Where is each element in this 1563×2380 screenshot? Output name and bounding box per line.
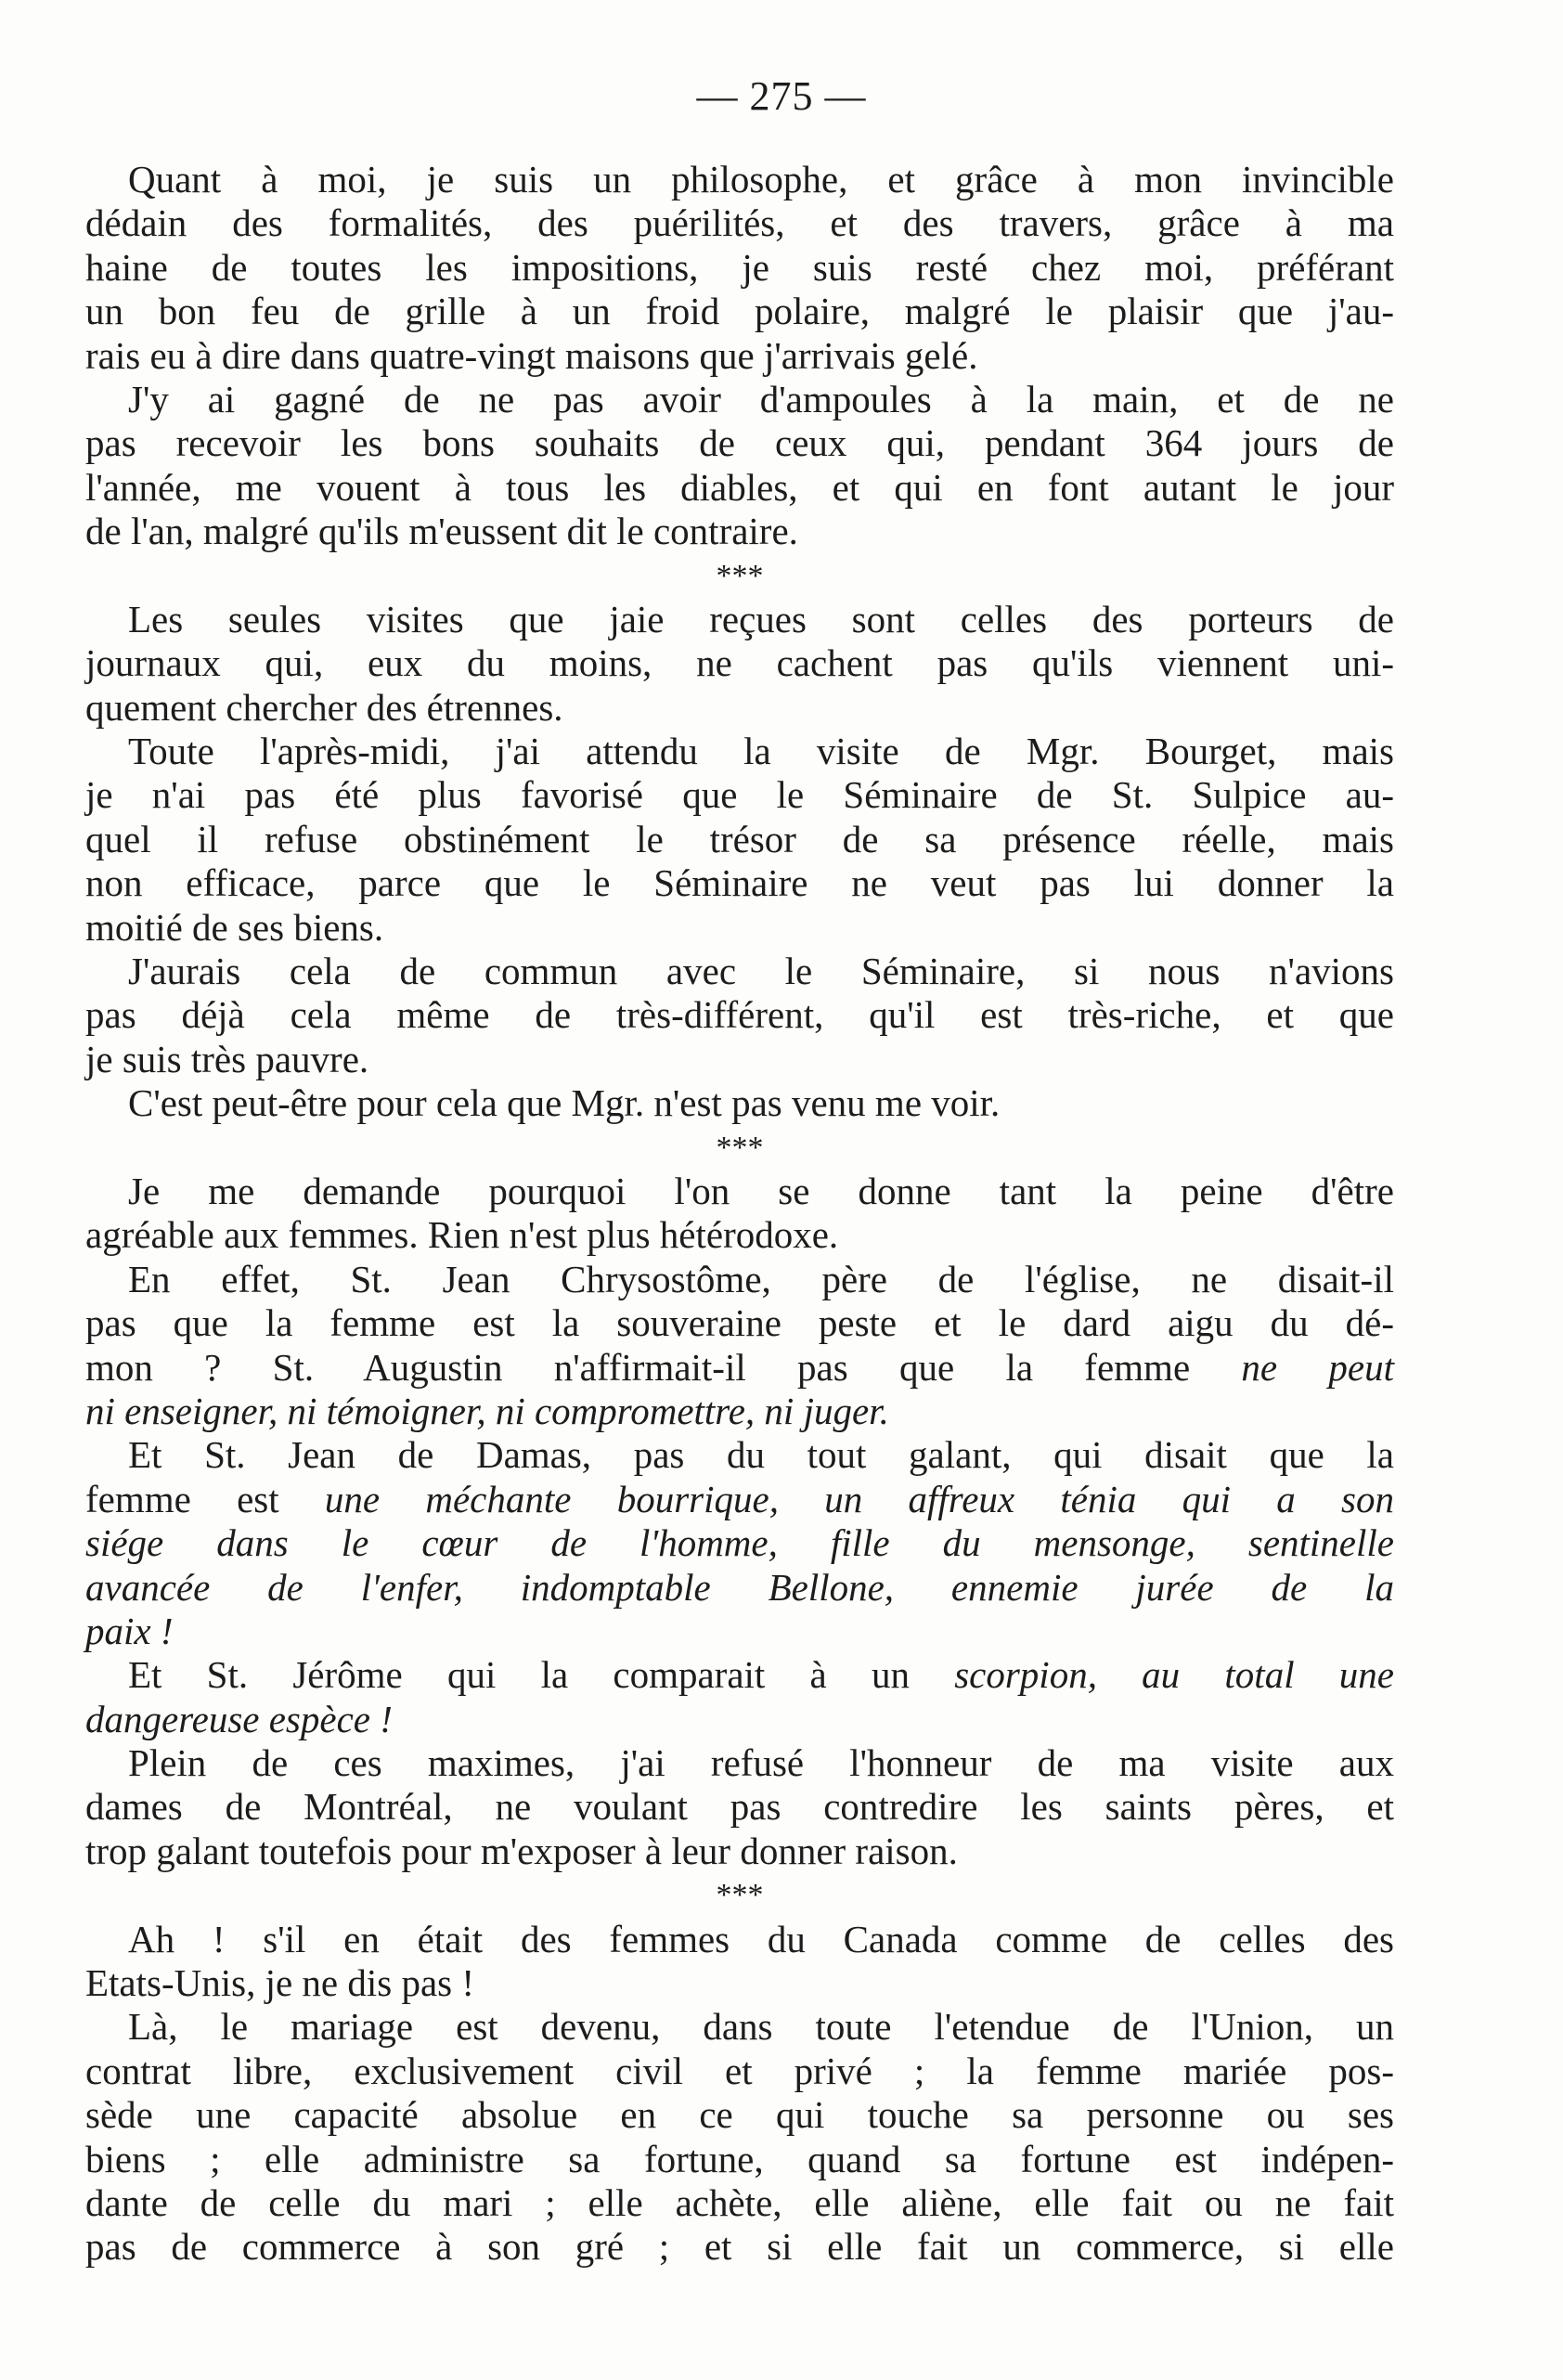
italic-text: dangereuse espèce ! [85,1697,393,1740]
line-text: sède une capacité absolue en ce qui touche sa personne ou ses [85,2093,1394,2137]
line-text: femme est [85,1477,325,1520]
text-line [85,1741,1394,1785]
line-text: je suis très pauvre. [85,1037,369,1080]
text-line [85,466,1394,510]
line-text: J'aurais cela de commun avec le Séminaire, si nous n'avions [128,950,1394,993]
text-line [85,2225,1394,2269]
line-text: C'est peut-être pour cela que Mgr. n'est pas venu me voir. [128,1081,1001,1125]
line-text: Et St. Jérôme qui la comparait à un [128,1653,955,1697]
line-text: non efficace, parce que le Séminaire ne veut pas lui donner la [85,861,1394,905]
text-line [85,1610,1394,1653]
text-line [85,421,1394,465]
line-text: l'année, me vouent à tous les diables, et qui en font autant le jour [85,465,1394,509]
text-line [85,2093,1394,2137]
text-line [85,1170,1394,1213]
line-text: Plein de ces maximes, j'ai refusé l'honneur de ma visite aux [128,1741,1394,1785]
text-line [85,861,1394,905]
text-line [85,1301,1394,1345]
text-line [85,1213,1394,1257]
text-line [85,378,1394,421]
text-line [85,950,1394,993]
line-text: En effet, St. Jean Chrysostôme, père de l'église, ne disait-il [128,1257,1394,1300]
line-text: dante de celle du mari ; elle achète, elle aliène, elle fait ou ne fait [85,2180,1394,2224]
text-line [85,773,1394,817]
text-line [85,290,1394,333]
text-line [85,1346,1394,1390]
text-line [85,510,1394,553]
section-separator: *** [716,1130,764,1165]
line-text: contrat libre, exclusivement civil et privé ; la femme mariée pos- [85,2049,1394,2092]
line-text: Les seules visites que jaie reçues sont celles des porteurs de [128,597,1394,640]
line-text: mon ? St. Augustin n'affirmait-il pas que la femme [85,1345,1242,1389]
text-line [85,2050,1394,2093]
text-line [85,906,1394,950]
line-text: de l'an, malgré qu'ils m'eussent dit le contraire. [85,510,798,553]
text-line [85,1433,1394,1477]
line-text: rais eu à dire dans quatre-vingt maisons que j'arrivais gelé. [85,333,978,377]
text-line [85,246,1394,290]
line-text: trop galant toutefois pour m'exposer à leur donner raison. [85,1829,958,1872]
text-line [85,1698,1394,1741]
text-line [85,1785,1394,1829]
italic-text: siége dans le cœur de l'homme, fille du mensonge, sentinelle [85,1521,1394,1565]
text-line [85,598,1394,641]
text-line [85,1258,1394,1301]
line-text: pas recevoir les bons souhaits de ceux qui, pendant 364 jours de [85,421,1394,465]
text-line [85,1918,1394,1961]
italic-text: paix ! [85,1609,174,1652]
line-text: moitié de ses biens. [85,905,384,949]
line-text: haine de toutes les impositions, je suis resté chez moi, préférant [85,245,1394,289]
text-line [85,818,1394,861]
text-line [85,158,1394,201]
italic-text: avancée de l'enfer, indomptable Bellone, ennemie jurée de la [85,1565,1394,1609]
line-text: quel il refuse obstinément le trésor de sa présence réelle, mais [85,817,1394,860]
line-text: Etats-Unis, je ne dis pas ! [85,1961,475,2005]
line-text: Quant à moi, je suis un philosophe, et grâce à mon invincible [128,158,1394,200]
line-text: je n'ai pas été plus favorisé que le Séminaire de St. Sulpice au- [85,773,1394,817]
line-text: Et St. Jean de Damas, pas du tout galant, qui disait que la [128,1433,1394,1477]
text-line [85,2181,1394,2225]
text-line [85,201,1394,245]
italic-text: scorpion, au total une [954,1653,1395,1697]
line-text: quement chercher des étrennes. [85,685,563,729]
line-text: dames de Montréal, ne voulant pas contredire les saints pères, et [85,1785,1394,1829]
page-number: — 275 — [696,73,867,119]
text-line [85,1830,1394,1873]
body-text [85,158,1394,2270]
text-line [85,1081,1394,1125]
line-text: journaux qui, eux du moins, ne cachent pas qu'ils viennent uni- [85,641,1394,685]
line-text: un bon feu de grille à un froid polaire, malgré le plaisir que j'au- [85,290,1394,333]
line-text: pas déjà cela même de très-différent, qu'il est très-riche, et que [85,993,1394,1037]
text-line [85,993,1394,1037]
line-text: biens ; elle administre sa fortune, quand sa fortune est indépen- [85,2137,1394,2180]
line-text: J'y ai gagné de ne pas avoir d'ampoules à la main, et de ne [128,377,1394,420]
text-line [85,334,1394,378]
line-text: pas de commerce à son gré ; et si elle fait un commerce, si elle [85,2225,1394,2269]
section-separator: *** [716,558,764,593]
text-line [85,1961,1394,2005]
line-text: pas que la femme est la souveraine peste et le dard aigu du dé- [85,1301,1394,1345]
line-text: Ah ! s'il en était des femmes du Canada comme de celles des [128,1917,1394,1960]
text-line [85,1566,1394,1610]
line-text: agréable aux femmes. Rien n'est plus hétérodoxe. [85,1213,839,1257]
text-line [85,641,1394,685]
text-line [85,2005,1394,2049]
italic-text: ne peut [1241,1345,1394,1389]
line-text: Là, le mariage est devenu, dans toute l'etendue de l'Union, un [128,2005,1394,2049]
line-text: dédain des formalités, des puérilités, et des travers, grâce à ma [85,201,1394,245]
line-text: Je me demande pourquoi l'on se donne tant la peine d'être [128,1169,1394,1212]
text-line [85,1390,1394,1433]
italic-text: ni enseigner, ni témoigner, ni compromettre, ni juger. [85,1389,889,1432]
text-line [85,1653,1394,1697]
text-line [85,1521,1394,1565]
text-line [85,1038,1394,1081]
text-line [85,730,1394,773]
section-separator: *** [716,1878,764,1913]
text-line [85,686,1394,730]
text-line [85,1478,1394,1521]
text-line [85,2138,1394,2181]
line-text: Toute l'après-midi, j'ai attendu la visite de Mgr. Bourget, mais [128,730,1394,773]
italic-text: une méchante bourrique, un affreux ténia qui a son [324,1477,1394,1520]
